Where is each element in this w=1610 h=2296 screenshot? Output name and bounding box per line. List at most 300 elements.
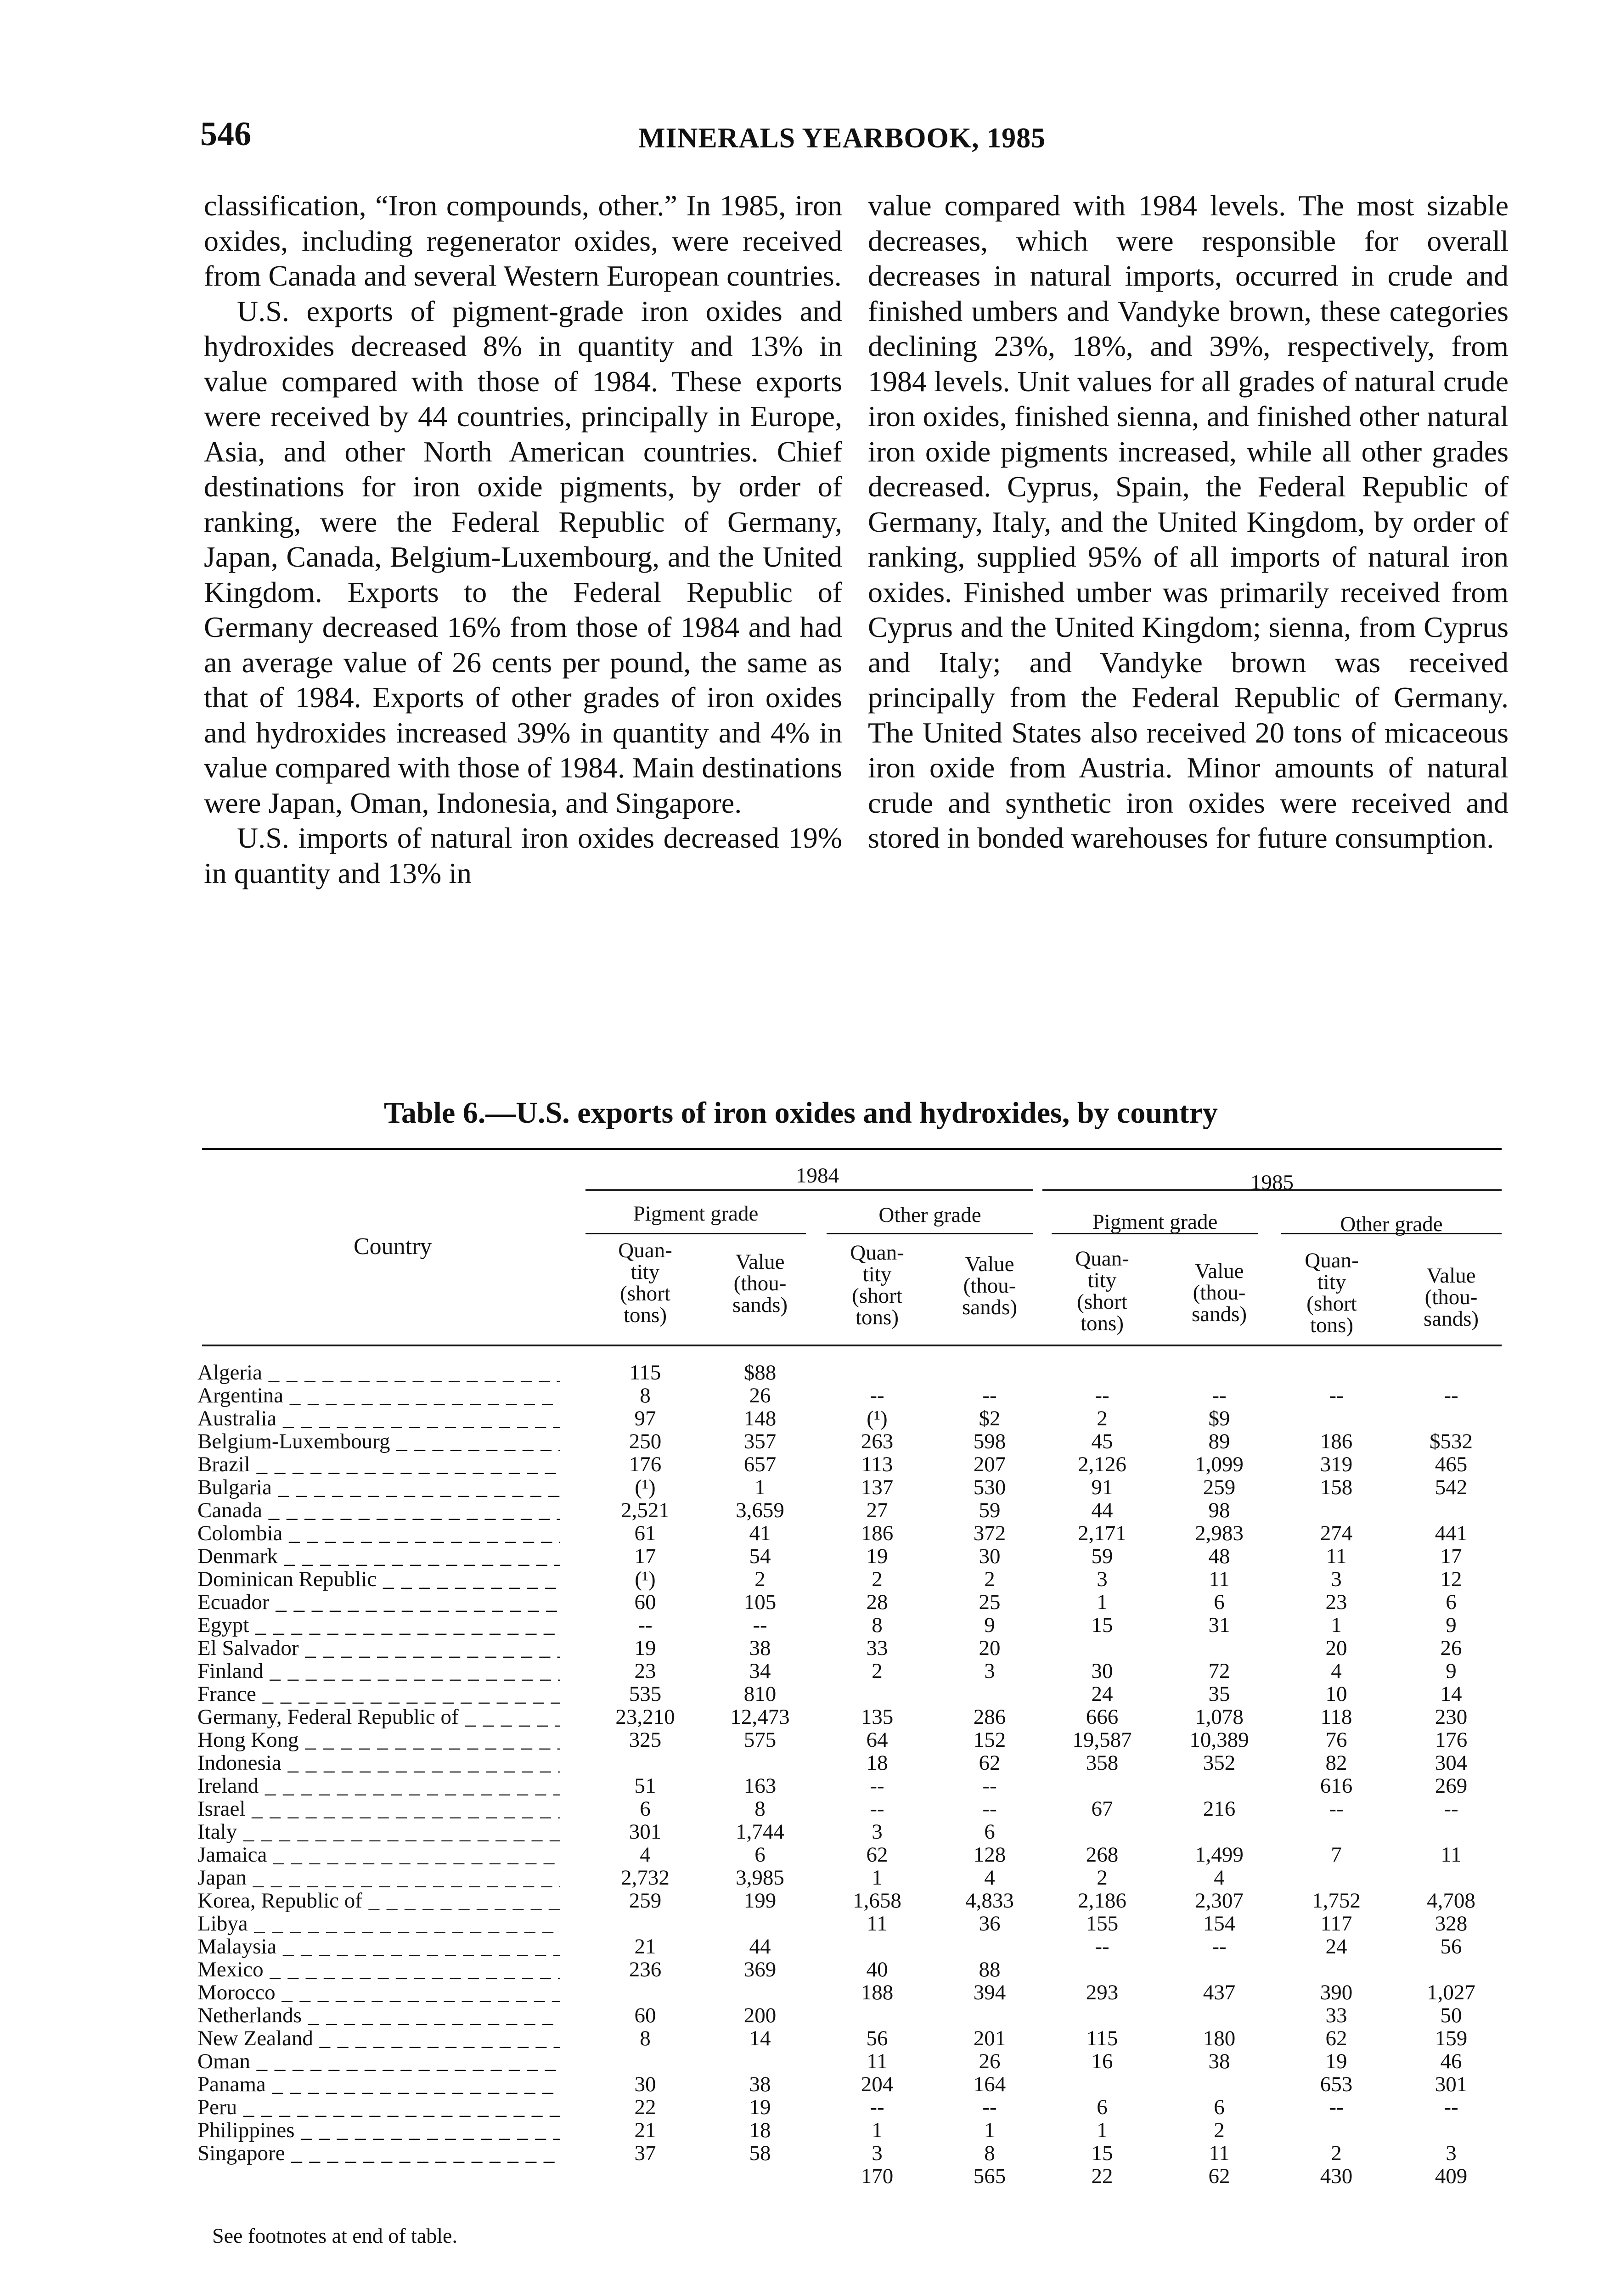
- country-name: Oman _ _ _: [197, 2049, 560, 2074]
- table-cell: 82: [1325, 1751, 1347, 1775]
- table-cell: --: [1444, 1797, 1458, 1821]
- table-title: Table 6.—U.S. exports of iron oxides and hydroxides, by country: [384, 1096, 1218, 1130]
- table-cell: 56: [866, 2026, 888, 2050]
- table-cell: --: [1212, 1384, 1227, 1407]
- table-cell: 2: [984, 1567, 995, 1591]
- table-cell: 1,099: [1195, 1452, 1244, 1476]
- table-cell: 38: [1208, 2049, 1230, 2073]
- paragraph: classification, “Iron compounds, other.” In 1985, iron oxides, including regenerator oxides, were received from Canada and several Western European countries.: [204, 189, 842, 292]
- table-cell: 441: [1435, 1521, 1468, 1545]
- table-cell: 1,078: [1195, 1705, 1244, 1729]
- grade-header: Pigment grade: [1092, 1210, 1218, 1234]
- table-cell: 207: [973, 1452, 1006, 1476]
- table-cell: 1,744: [736, 1820, 784, 1844]
- table-cell: 6: [1097, 2095, 1108, 2119]
- table-cell: 8: [984, 2141, 995, 2165]
- paragraph: U.S. imports of natural iron oxides decreased 19% in quantity and 13% in: [204, 822, 842, 889]
- grade-header: Other grade: [878, 1203, 981, 1227]
- table-cell: --: [870, 2095, 884, 2119]
- table-cell: --: [753, 1613, 767, 1637]
- table-cell: --: [982, 1797, 997, 1821]
- table-cell: 3,985: [736, 1866, 784, 1890]
- table-cell: 1: [1331, 1613, 1342, 1637]
- country-name: Brazil _ _ _: [197, 1452, 560, 1477]
- table-cell: 186: [861, 1521, 894, 1545]
- table-cell: 1: [754, 1475, 766, 1499]
- country-name: Netherlands _ _ _: [197, 2003, 560, 2028]
- table-cell: 61: [634, 1521, 656, 1545]
- table-cell: 135: [861, 1705, 894, 1729]
- table-cell: 180: [1203, 2026, 1236, 2050]
- table-cell: 657: [743, 1452, 777, 1476]
- table-cell: 2,521: [621, 1498, 670, 1522]
- table-cell: 372: [973, 1521, 1006, 1545]
- table-row: [197, 1796, 1502, 1819]
- table-cell: --: [1095, 1935, 1109, 1958]
- table-cell: 12: [1440, 1567, 1462, 1591]
- table-cell: 30: [979, 1544, 1001, 1568]
- table-cell: 1,658: [853, 1889, 901, 1913]
- table-cell: 18: [866, 1751, 888, 1775]
- table-row: [197, 1750, 1502, 1773]
- table-cell: --: [870, 1774, 884, 1798]
- country-name: New Zealand _ _ _: [197, 2026, 560, 2051]
- table-row: [197, 1773, 1502, 1796]
- table-cell: 62: [1208, 2164, 1230, 2188]
- table-row: [197, 1636, 1502, 1659]
- country-name: Dominican Republic _ _ _: [197, 1567, 560, 1592]
- table-cell: 62: [1325, 2026, 1347, 2050]
- table-cell: 8: [640, 1384, 651, 1407]
- table-cell: 6: [640, 1797, 651, 1821]
- table-cell: 62: [979, 1751, 1001, 1775]
- table-cell: 19: [634, 1636, 656, 1660]
- table-cell: 20: [979, 1636, 1001, 1660]
- table-cell: 268: [1086, 1843, 1119, 1867]
- country-name: Ireland _ _ _: [197, 1773, 560, 1798]
- table-cell: 23: [1325, 1590, 1347, 1614]
- table-row: [197, 1475, 1502, 1498]
- table-cell: 616: [1320, 1774, 1353, 1798]
- table-cell: 54: [749, 1544, 771, 1568]
- country-name: Peru _ _ _: [197, 2095, 560, 2120]
- table-cell: --: [982, 2095, 997, 2119]
- table-cell: 14: [1440, 1682, 1462, 1706]
- table-cell: 319: [1320, 1452, 1353, 1476]
- table-cell: 21: [634, 1935, 656, 1958]
- table-cell: 48: [1208, 1544, 1230, 1568]
- table-cell: 565: [973, 2164, 1006, 2188]
- table-row: [197, 2141, 1502, 2164]
- table-cell: 12,473: [730, 1705, 790, 1729]
- table-cell: 26: [1440, 1636, 1462, 1660]
- table-cell: 26: [979, 2049, 1001, 2073]
- country-name: Germany, Federal Republic of _ _ _: [197, 1705, 560, 1729]
- table-cell: 269: [1435, 1774, 1468, 1798]
- table-cell: 2,732: [621, 1866, 670, 1890]
- table-cell: 59: [1091, 1544, 1113, 1568]
- table-cell: 2: [1214, 2118, 1225, 2142]
- table-row: [197, 1498, 1502, 1521]
- table-cell: 176: [629, 1452, 662, 1476]
- table-cell: 41: [749, 1521, 771, 1545]
- table-row: [197, 1452, 1502, 1475]
- table-cell: 409: [1435, 2164, 1468, 2188]
- table-cell: 6: [754, 1843, 766, 1867]
- country-name: Japan _ _ _: [197, 1865, 560, 1890]
- table-cell: 9: [1446, 1613, 1457, 1637]
- table-cell: 118: [1320, 1705, 1352, 1729]
- table-cell: --: [1444, 1384, 1458, 1407]
- table-cell: 598: [973, 1429, 1006, 1453]
- table-cell: 164: [973, 2072, 1006, 2096]
- table-cell: 40: [866, 1958, 888, 1981]
- table-cell: $2: [979, 1407, 1001, 1430]
- table-cell: 810: [743, 1682, 777, 1706]
- table-cell: 21: [634, 2118, 656, 2142]
- table-cell: 230: [1435, 1705, 1468, 1729]
- quantity-header: Quan- tity (short tons): [1305, 1249, 1359, 1337]
- table-cell: 4: [1331, 1659, 1342, 1683]
- table-row: [197, 1888, 1502, 1911]
- table-cell: $88: [743, 1361, 777, 1384]
- table-cell: 186: [1320, 1429, 1353, 1453]
- table-cell: 6: [1446, 1590, 1457, 1614]
- table-cell: 301: [629, 1820, 662, 1844]
- country-name: Malaysia _ _ _: [197, 1934, 560, 1959]
- table-cell: 23,210: [615, 1705, 675, 1729]
- table-cell: 60: [634, 1590, 656, 1614]
- table-cell: 113: [861, 1452, 893, 1476]
- table-cell: 137: [861, 1475, 894, 1499]
- table-cell: 19: [866, 1544, 888, 1568]
- country-name: Israel _ _ _: [197, 1796, 560, 1821]
- table-cell: 352: [1203, 1751, 1236, 1775]
- table-cell: 34: [749, 1659, 771, 1683]
- paragraph: U.S. exports of pigment-grade iron oxides and hydroxides decreased 8% in quantity and 13% in value compared with those of 1984. These exports were received by 44 countries, principally in Europe, Asia, and other North American countries. Chief destinations for iron oxide pigments, by order of ranking, were the Federal Republic of Germany, Japan, Canada, Belgium-Luxembourg, and the United Kingdom. Exports to the Federal Republic of Germany decreased 16% from those of 1984 and had an average value of 26 cents per pound, the same as that of 1984. Exports of other grades of iron oxides and hydroxides increased 39% in quantity and 4% in value compared with those of 1984. Main destinations were Japan, Oman, Indonesia, and Singapore.: [204, 294, 842, 819]
- table-cell: 35: [1208, 1682, 1230, 1706]
- table-cell: 16: [1091, 2049, 1113, 2073]
- table-cell: 33: [1325, 2003, 1347, 2027]
- table-cell: 148: [743, 1407, 777, 1430]
- table-cell: 259: [629, 1889, 662, 1913]
- table-row: [197, 1728, 1502, 1750]
- table-cell: 2: [1097, 1866, 1108, 1890]
- table-row: [197, 2118, 1502, 2141]
- table-cell: 163: [743, 1774, 777, 1798]
- table-cell: 7: [1331, 1843, 1342, 1867]
- country-name: Panama _ _ _: [197, 2072, 560, 2097]
- table-cell: 358: [1086, 1751, 1119, 1775]
- table-cell: 115: [1086, 2026, 1118, 2050]
- table-cell: 22: [634, 2095, 656, 2119]
- table-cell: 1: [984, 2118, 995, 2142]
- table-cell: 36: [979, 1912, 1001, 1936]
- table-cell: 1: [872, 2118, 883, 2142]
- table-cell: 105: [743, 1590, 777, 1614]
- table-cell: --: [638, 1613, 653, 1637]
- left-text-column: [204, 188, 842, 891]
- table-cell: --: [982, 1384, 997, 1407]
- country-name: Colombia _ _ _: [197, 1521, 560, 1546]
- table-cell: 30: [1091, 1659, 1113, 1683]
- country-name: Hong Kong _ _ _: [197, 1728, 560, 1752]
- right-text-column: [868, 188, 1509, 856]
- country-name: Egypt _ _ _: [197, 1613, 560, 1638]
- table-cell: 2,171: [1078, 1521, 1126, 1545]
- table-cell: 152: [973, 1728, 1006, 1752]
- table-cell: 62: [866, 1843, 888, 1867]
- table-cell: 1,499: [1195, 1843, 1244, 1867]
- table-cell: 3: [1446, 2141, 1457, 2165]
- table-cell: 11: [1326, 1544, 1347, 1568]
- table-cell: 67: [1091, 1797, 1113, 1821]
- paragraph: value compared with 1984 levels. The most sizable decreases, which were responsible for overall decreases in natural imports, occurred in crude and finished umbers and Vandyke brown, these categories declining 23%, 18%, and 39%, respectively, from 1984 levels. Unit values for all grades of natural crude iron oxides, finished sienna, and finished other natural iron oxide pigments increased, while all other grades decreased. Cyprus, Spain, the Federal Republic of Germany, Italy, and the United Kingdom, by order of ranking, supplied 95% of all imports of natural iron oxides. Finished umber was primarily received from Cyprus and the United Kingdom; sienna, from Cyprus and Italy; and Vandyke brown was received principally from the Federal Republic of Germany. The United States also received 20 tons of micaceous iron oxide from Austria. Minor amounts of natural crude and synthetic iron oxides were received and stored in bonded warehouses for future consumption.: [868, 189, 1509, 854]
- table-cell: 91: [1091, 1475, 1113, 1499]
- country-name: Ecuador _ _ _: [197, 1590, 560, 1615]
- table-cell: 23: [634, 1659, 656, 1683]
- table-cell: 394: [973, 1981, 1006, 2004]
- table-cell: 201: [973, 2026, 1006, 2050]
- table-cell: --: [1329, 1797, 1344, 1821]
- table-row: [197, 1406, 1502, 1429]
- table-cell: (¹): [635, 1567, 656, 1591]
- table-cell: 653: [1320, 2072, 1353, 2096]
- table-cell: --: [870, 1384, 884, 1407]
- country-name: Mexico _ _ _: [197, 1957, 560, 1982]
- table-cell: 259: [1203, 1475, 1236, 1499]
- table-cell: --: [1444, 2095, 1458, 2119]
- table-cell: --: [870, 1797, 884, 1821]
- table-cell: 263: [861, 1429, 894, 1453]
- table-cell: 8: [640, 2026, 651, 2050]
- table-cell: --: [982, 1774, 997, 1798]
- table-row: [197, 1567, 1502, 1590]
- table-cell: 2: [1097, 1407, 1108, 1430]
- table-cell: 28: [866, 1590, 888, 1614]
- table-cell: 15: [1091, 2141, 1113, 2165]
- table-row: [197, 1590, 1502, 1613]
- table-cell: 542: [1435, 1475, 1468, 1499]
- table-cell: 98: [1208, 1498, 1230, 1522]
- year-1984-header: 1984: [796, 1164, 839, 1187]
- table-cell: 4: [640, 1843, 651, 1867]
- table-cell: --: [1212, 1935, 1227, 1958]
- grade-header: Other grade: [1340, 1212, 1443, 1236]
- table-cell: 3: [872, 1820, 883, 1844]
- table-cell: --: [1095, 1384, 1109, 1407]
- table-cell: 188: [861, 1981, 894, 2004]
- country-name: Italy _ _ _: [197, 1819, 560, 1844]
- table-cell: 3: [872, 2141, 883, 2165]
- table-row: [197, 1383, 1502, 1406]
- table-cell: (¹): [867, 1407, 888, 1430]
- table-cell: 76: [1325, 1728, 1347, 1752]
- country-name: Algeria _ _ _: [197, 1360, 560, 1385]
- grade-header: Pigment grade: [633, 1202, 759, 1226]
- table-cell: 59: [979, 1498, 1001, 1522]
- table-cell: 176: [1435, 1728, 1468, 1752]
- table-cell: 4: [1214, 1866, 1225, 1890]
- table-cell: 2,186: [1078, 1889, 1126, 1913]
- table-row: [197, 2072, 1502, 2095]
- running-head: MINERALS YEARBOOK, 1985: [638, 123, 1046, 154]
- table-cell: 4,708: [1427, 1889, 1475, 1913]
- table-cell: 199: [743, 1889, 777, 1913]
- table-cell: 437: [1203, 1981, 1236, 2004]
- table-cell: 1,752: [1312, 1889, 1361, 1913]
- table-cell: 19,587: [1072, 1728, 1132, 1752]
- table-cell: 430: [1320, 2164, 1353, 2188]
- table-cell: 535: [629, 1682, 662, 1706]
- table-cell: 115: [629, 1361, 661, 1384]
- table-cell: 154: [1203, 1912, 1236, 1936]
- table-cell: 2,126: [1078, 1452, 1126, 1476]
- table-cell: --: [1329, 1384, 1344, 1407]
- table-cell: 465: [1435, 1452, 1468, 1476]
- table-cell: 64: [866, 1728, 888, 1752]
- table-cell: 88: [979, 1958, 1001, 1981]
- table-row: [197, 1911, 1502, 1934]
- table-cell: 50: [1440, 2003, 1462, 2027]
- country-name: El Salvador _ _ _: [197, 1636, 560, 1660]
- table-cell: 575: [743, 1728, 777, 1752]
- table-cell: 8: [872, 1613, 883, 1637]
- table-cell: 17: [634, 1544, 656, 1568]
- country-name: Jamaica _ _ _: [197, 1842, 560, 1867]
- table-cell: 58: [749, 2141, 771, 2165]
- country-name: Argentina _ _ _: [197, 1383, 560, 1408]
- country-name: Denmark _ _ _: [197, 1544, 560, 1569]
- table-cell: 304: [1435, 1751, 1468, 1775]
- table-cell: 293: [1086, 1981, 1119, 2004]
- table-row: [197, 1980, 1502, 2003]
- table-cell: 286: [973, 1705, 1006, 1729]
- country-name: Finland _ _ _: [197, 1659, 560, 1683]
- table-cell: 30: [634, 2072, 656, 2096]
- table-cell: $9: [1208, 1407, 1230, 1430]
- table-row: [197, 1613, 1502, 1636]
- country-header: Country: [354, 1233, 432, 1260]
- table-cell: 46: [1440, 2049, 1462, 2073]
- table-row: [197, 1659, 1502, 1682]
- table-cell: 117: [1320, 1912, 1352, 1936]
- table-row: [197, 1842, 1502, 1865]
- table-cell: 3: [1331, 1567, 1342, 1591]
- table-cell: 10: [1325, 1682, 1347, 1706]
- country-name: Philippines _ _ _: [197, 2118, 560, 2143]
- table-cell: 1: [1097, 1590, 1108, 1614]
- value-header: Value (thou- sands): [1191, 1259, 1247, 1326]
- country-name: Canada _ _ _: [197, 1498, 560, 1523]
- table-cell: 2: [1331, 2141, 1342, 2165]
- table-cell: 27: [866, 1498, 888, 1522]
- table-cell: 24: [1325, 1935, 1347, 1958]
- table-row: [197, 1934, 1502, 1957]
- table-cell: 31: [1208, 1613, 1230, 1637]
- year-1984-rule: [585, 1189, 1033, 1191]
- country-name: Australia _ _ _: [197, 1406, 560, 1431]
- table-row: [197, 2164, 1502, 2187]
- table-cell: 89: [1208, 1429, 1230, 1453]
- country-name: Libya _ _ _: [197, 1911, 560, 1936]
- table-cell: 10,389: [1189, 1728, 1249, 1752]
- table-cell: $532: [1430, 1429, 1473, 1453]
- table-cell: 18: [749, 2118, 771, 2142]
- table-cell: 38: [749, 2072, 771, 2096]
- table-cell: 155: [1086, 1912, 1119, 1936]
- table-cell: 328: [1435, 1912, 1468, 1936]
- table-cell: 24: [1091, 1682, 1113, 1706]
- table-cell: 33: [866, 1636, 888, 1660]
- table-cell: 1: [872, 1866, 883, 1890]
- table-cell: 2: [872, 1567, 883, 1591]
- table-row: [197, 2026, 1502, 2049]
- year-1985-header: 1985: [1250, 1171, 1294, 1194]
- table-cell: 357: [743, 1429, 777, 1453]
- table-cell: 325: [629, 1728, 662, 1752]
- table-row: [197, 1957, 1502, 1980]
- table-cell: 38: [749, 1636, 771, 1660]
- table-cell: 19: [1325, 2049, 1347, 2073]
- table-cell: 2: [872, 1659, 883, 1683]
- table-footnote: See footnotes at end of table.: [212, 2224, 457, 2247]
- table-cell: 159: [1435, 2026, 1468, 2050]
- table-cell: 170: [861, 2164, 894, 2188]
- table-row: [197, 1544, 1502, 1567]
- table-cell: 530: [973, 1475, 1006, 1499]
- table-cell: 37: [634, 2141, 656, 2165]
- table-cell: 1,027: [1427, 1981, 1475, 2004]
- table-cell: 6: [1214, 2095, 1225, 2119]
- table-cell: 3: [984, 1659, 995, 1683]
- table-cell: 45: [1091, 1429, 1113, 1453]
- table-cell: 15: [1091, 1613, 1113, 1637]
- table-cell: 26: [749, 1384, 771, 1407]
- table-cell: 6: [984, 1820, 995, 1844]
- table-cell: 216: [1203, 1797, 1236, 1821]
- table-cell: 60: [634, 2003, 656, 2027]
- table-cell: 25: [979, 1590, 1001, 1614]
- value-header: Value (thou- sands): [1423, 1264, 1479, 1331]
- table-cell: 2: [754, 1567, 766, 1591]
- table-cell: 14: [749, 2026, 771, 2050]
- quantity-header: Quan- tity (short tons): [850, 1241, 904, 1329]
- table-row: [197, 2049, 1502, 2072]
- grade-rule: [585, 1233, 806, 1234]
- table-cell: 250: [629, 1429, 662, 1453]
- table-row: [197, 2003, 1502, 2026]
- table-cell: 8: [754, 1797, 766, 1821]
- country-name: Bulgaria _ _ _: [197, 1475, 560, 1500]
- table-cell: 51: [634, 1774, 656, 1798]
- table-cell: 390: [1320, 1981, 1353, 2004]
- table-cell: 9: [984, 1613, 995, 1637]
- table-cell: 19: [749, 2095, 771, 2119]
- table-cell: 11: [1441, 1843, 1462, 1867]
- table-cell: 72: [1208, 1659, 1230, 1683]
- table-cell: 4,833: [965, 1889, 1014, 1913]
- table-cell: 4: [984, 1866, 995, 1890]
- table-cell: 11: [1209, 1567, 1230, 1591]
- page-number: 546: [200, 115, 251, 153]
- table-top-rule: [202, 1148, 1502, 1150]
- table-row: [197, 1705, 1502, 1728]
- table-cell: 22: [1091, 2164, 1113, 2188]
- country-name: Morocco _ _ _: [197, 1980, 560, 2005]
- table-cell: 1: [1097, 2118, 1108, 2142]
- value-header: Value (thou- sands): [732, 1250, 788, 1317]
